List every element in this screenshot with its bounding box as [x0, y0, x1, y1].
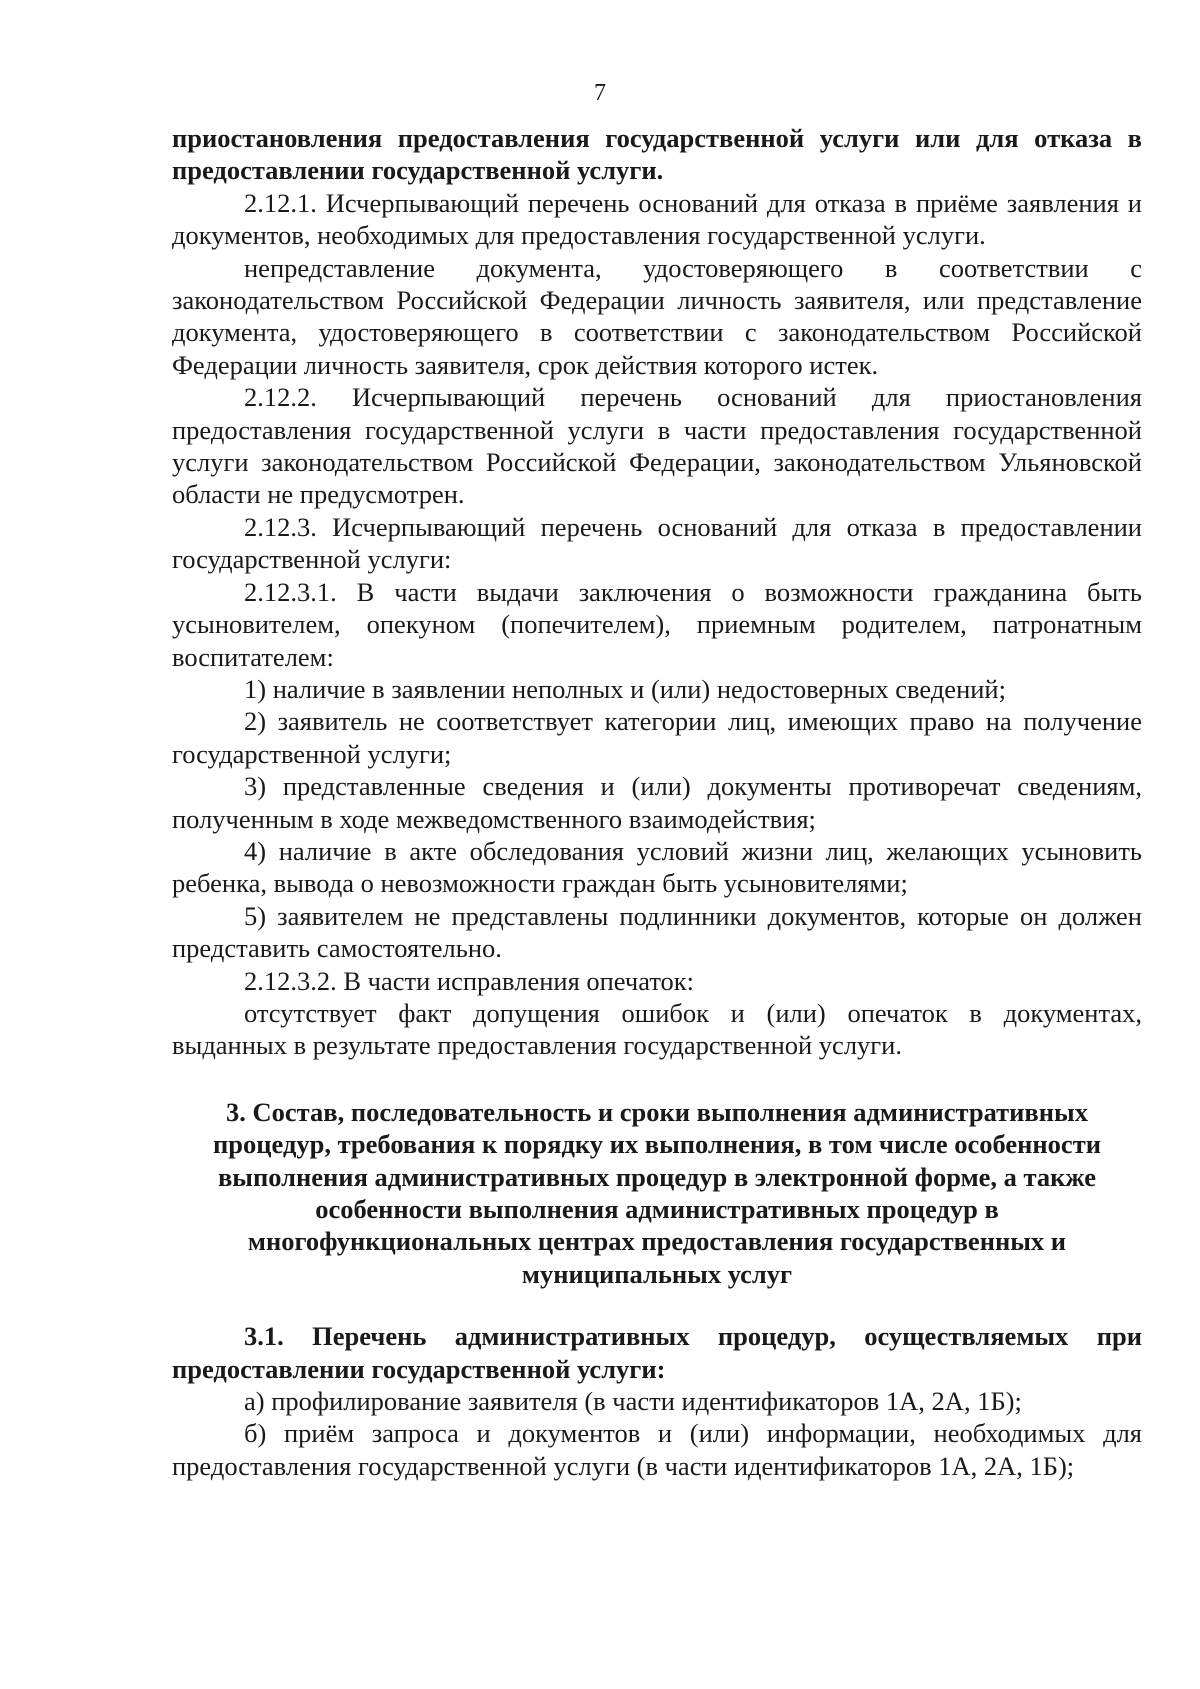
- paragraph-2-12-3: 2.12.3. Исчерпывающий перечень оснований для отказа в предоставлении государственной услуги:: [172, 511, 1142, 575]
- paragraph-ground-document: непредставление документа, удостоверяющего в соответствии с законодательством Российской Федерации личность заявителя, или представление документа, удостоверяющего в соответствии с законодательством Российской Федерации личность заявителя, срок действия которого истек.: [172, 252, 1142, 380]
- document-body: [172, 122, 1142, 1482]
- section-3-1-heading: 3.1. Перечень административных процедур, осуществляемых при предоставлении государственной услуги:: [172, 1321, 1142, 1384]
- paragraph-typo-ground: отсутствует факт допущения ошибок и (или) опечаток в документах, выданных в результате предоставления государственной услуги.: [172, 997, 1142, 1061]
- section-3-heading: 3. Состав, последовательность и сроки выполнения административных процедур, требования к порядку их выполнения, в том числе особенности выполнения административных процедур в электронной форме, а также особенности выполнения административных процедур в многофункциональных центрах предоставления государственных и муниципальных услуг: [213, 1096, 1101, 1289]
- paragraph-2-12-3-2: 2.12.3.2. В части исправления опечаток:: [244, 965, 695, 996]
- list-item-5: 5) заявителем не представлены подлинники документов, которые он должен представить самостоятельно.: [172, 900, 1142, 964]
- paragraph-2-12-1: 2.12.1. Исчерпывающий перечень оснований для отказа в приёме заявления и документов, необходимых для предоставления государственной услуги.: [172, 187, 1142, 251]
- list-item-4: 4) наличие в акте обследования условий жизни лиц, желающих усыновить ребенка, вывода о невозможности граждан быть усыновителями;: [172, 835, 1142, 899]
- list-item-1: 1) наличие в заявлении неполных и (или) недостоверных сведений;: [244, 673, 1006, 704]
- section-3-1-item-a: а) профилирование заявителя (в части идентификаторов 1А, 2А, 1Б);: [244, 1386, 1022, 1417]
- page-number: 7: [594, 80, 606, 106]
- section-3-1-item-b: б) приём запроса и документов и (или) информации, необходимых для предоставления государственной услуги (в части идентификаторов 1А, 2А, 1Б);: [172, 1418, 1142, 1481]
- paragraph-2-12-3-1: 2.12.3.1. В части выдачи заключения о возможности гражданина быть усыновителем, опекуном (попечителем), приемным родителем, патронатным воспитателем:: [172, 576, 1142, 672]
- paragraph-heading-continuation: приостановления предоставления государственной услуги или для отказа в предоставлении государственной услуги.: [172, 123, 1142, 186]
- list-item-3: 3) представленные сведения и (или) документы противоречат сведениям, полученным в ходе межведомственного взаимодействия;: [172, 771, 1142, 834]
- list-item-2: 2) заявитель не соответствует категории лиц, имеющих право на получение государственной услуги;: [172, 706, 1142, 769]
- paragraph-2-12-2: 2.12.2. Исчерпывающий перечень оснований для приостановления предоставления государственной услуги в части предоставления государственной услуги законодательством Российской Федерации, законодательством Ульяновской области не предусмотрен.: [172, 382, 1142, 510]
